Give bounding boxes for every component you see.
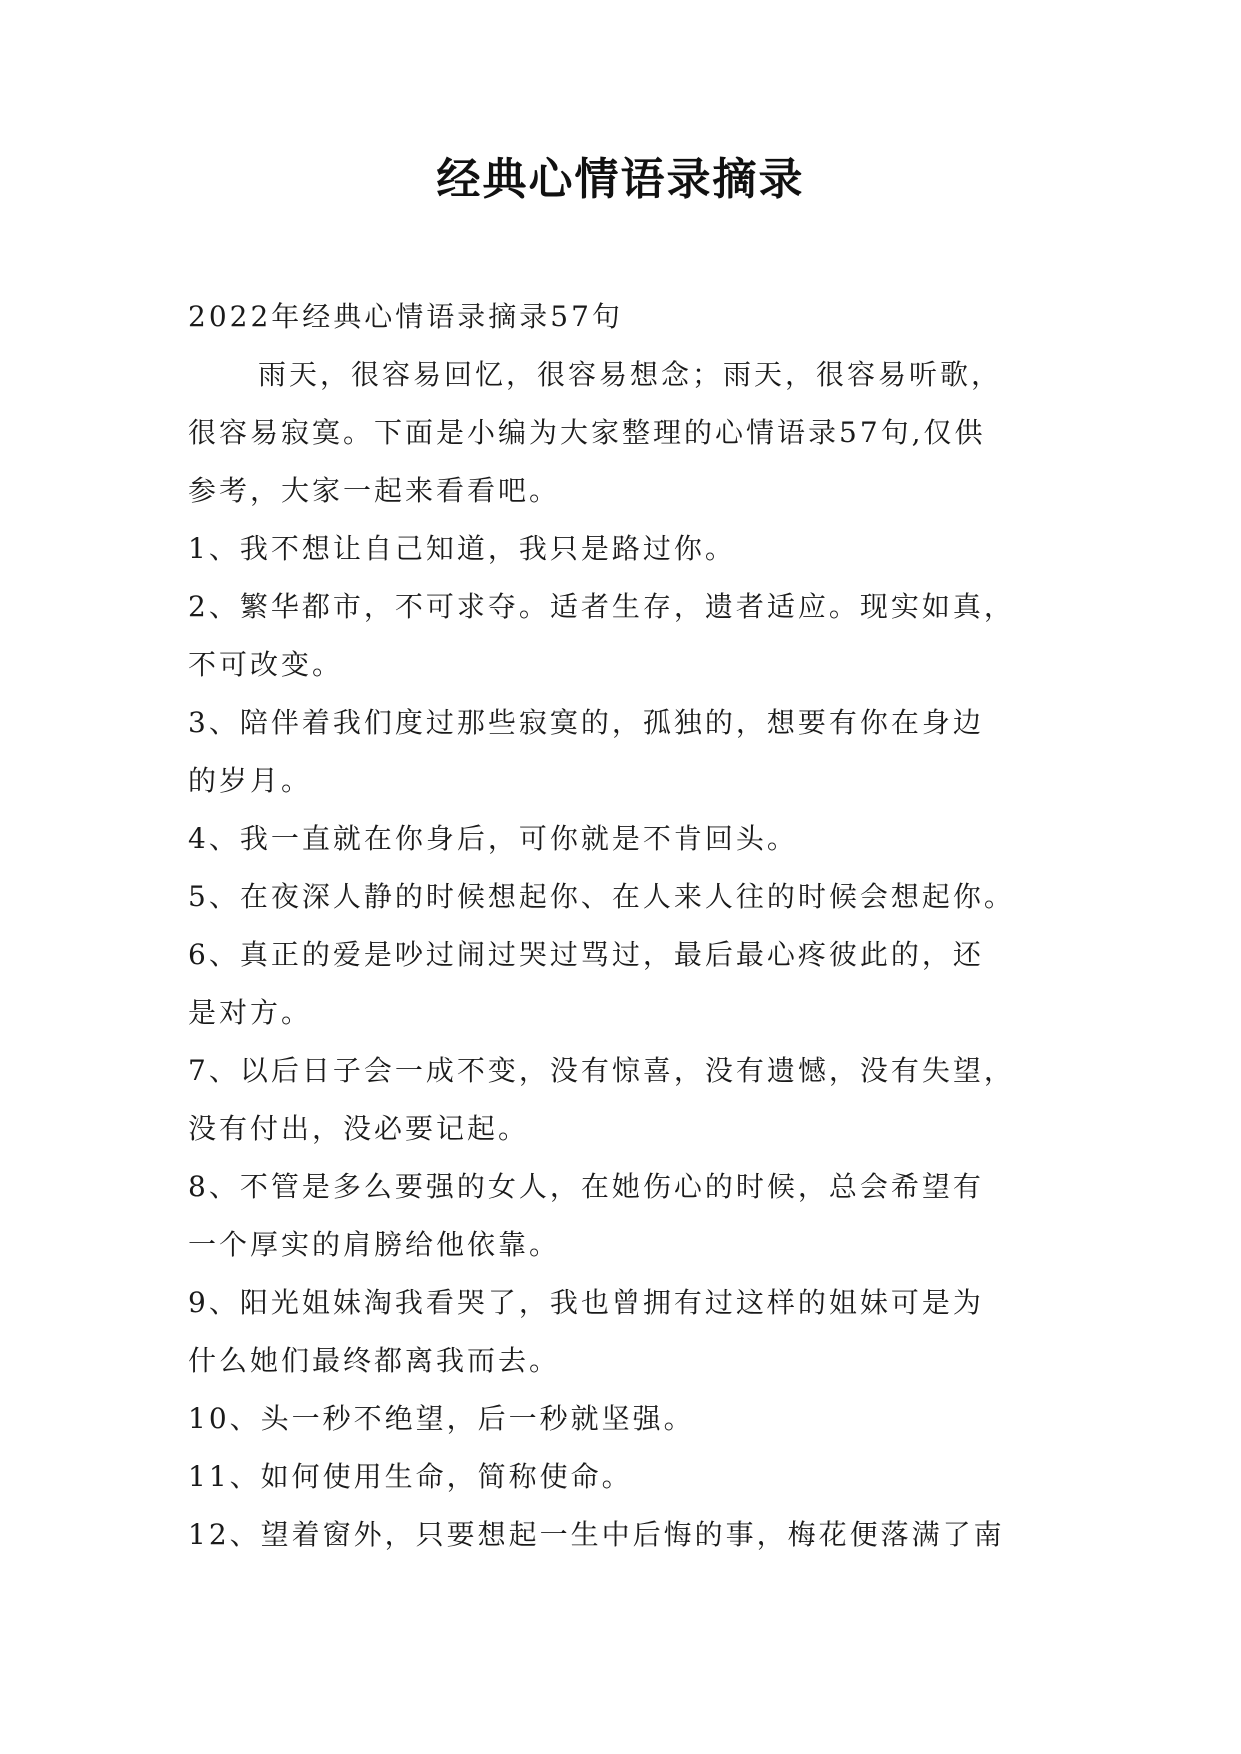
subtitle-line: 2022年经典心情语录摘录57句 [188, 300, 623, 333]
quote-line: 2、繁华都市，不可求夺。适者生存，遗者适应。现实如真， [188, 590, 1015, 623]
quote-line: 什么她们最终都离我而去。 [188, 1344, 561, 1377]
quote-line: 10、头一秒不绝望，后一秒就坚强。 [188, 1402, 695, 1435]
quote-line: 6、真正的爱是吵过闹过哭过骂过，最后最心疼彼此的，还 [188, 938, 984, 971]
quote-line: 不可改变。 [188, 648, 344, 681]
quote-line: 1、我不想让自己知道，我只是路过你。 [188, 532, 736, 565]
intro-line-2: 很容易寂寞。下面是小编为大家整理的心情语录57句,仅供 [188, 416, 986, 449]
quote-line: 3、陪伴着我们度过那些寂寞的，孤独的，想要有你在身边 [188, 706, 984, 739]
quote-line: 没有付出，没必要记起。 [188, 1112, 530, 1145]
quote-line: 7、以后日子会一成不变，没有惊喜，没有遗憾，没有失望， [188, 1054, 1015, 1087]
quote-line: 12、望着窗外，只要想起一生中后悔的事，梅花便落满了南 [188, 1518, 1005, 1551]
quote-line: 的岁月。 [188, 764, 313, 797]
quote-line: 11、如何使用生命，简称使命。 [188, 1460, 633, 1493]
quote-line: 5、在夜深人静的时候想起你、在人来人往的时候会想起你。 [188, 880, 1015, 913]
quote-line: 是对方。 [188, 996, 313, 1029]
document-body [188, 288, 1073, 1564]
quote-line: 4、我一直就在你身后，可你就是不肯回头。 [188, 822, 798, 855]
quote-line: 一个厚实的肩膀给他依靠。 [188, 1228, 561, 1261]
document-title: 经典心情语录摘录 [436, 154, 805, 205]
quote-line: 8、不管是多么要强的女人，在她伤心的时候，总会希望有 [188, 1170, 984, 1203]
intro-line-1: 雨天，很容易回忆，很容易想念；雨天，很容易听歌， [258, 358, 1003, 391]
quote-line: 9、阳光姐妹淘我看哭了，我也曾拥有过这样的姐妹可是为 [188, 1286, 984, 1319]
intro-line-3: 参考，大家一起来看看吧。 [188, 474, 561, 507]
